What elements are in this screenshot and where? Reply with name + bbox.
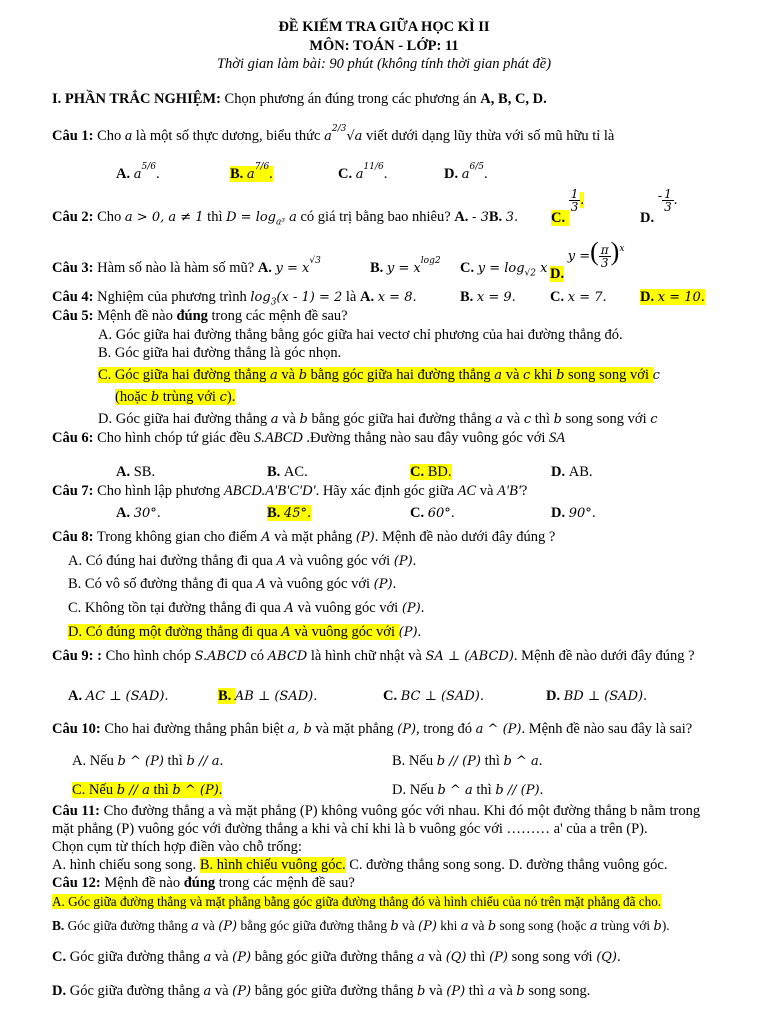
exam-title: ĐỀ KIẾM TRA GIỮA HỌC KÌ II <box>278 19 490 35</box>
q1-text-b: là một số thực dương, biểu thức <box>132 128 325 144</box>
q1-option-b[interactable]: B. $a^{7/6}$. <box>230 162 273 182</box>
question-label: Câu 11: <box>52 803 100 819</box>
q3-option-a[interactable]: A. <box>257 260 276 276</box>
q3-option-b[interactable]: B. $y = x^{log2}$ <box>370 256 441 276</box>
section-heading <box>52 90 547 108</box>
q11-text-2: mặt phẳng (P) vuông góc với đường thẳng a khi và chỉ khi là b vuông góc với ……… a' của a trên (P). <box>52 821 648 837</box>
question-label: Câu 9: : <box>52 648 102 664</box>
q4-expr: $\log_3(x - 1) = 2$ <box>250 290 343 308</box>
q3-option-c[interactable]: C. $y = \log_{√2} x$ <box>460 260 548 279</box>
q8-option-d[interactable]: D. Có đúng một đường thẳng đi qua A và vuông góc với (P). <box>68 624 422 640</box>
question-10: Câu 10: Cho hai đường thẳng phân biệt a, b và mặt phẳng (P), trong đó a ^ (P). Mệnh đề nào sau đây là sai? <box>52 721 693 737</box>
q5-option-d[interactable]: D. Góc giữa hai đường thẳng a và b bằng góc giữa hai đường thẳng a và c thì b song song với c <box>98 411 658 427</box>
question-9: Câu 9: : Cho hình chóp S.ABCD có ABCD là hình chữ nhật và SA ⊥ (ABCD). Mệnh đề nào dưới đây đúng ? <box>52 648 695 664</box>
q11-text-3: Chọn cụm từ thích hợp điền vào chỗ trống: <box>52 839 302 855</box>
question-2: Câu 2: Cho a > 0, a ≠ 1 thì $D = \log_{a^3} a$ có giá trị bằng bao nhiêu? A. - 3B. 3. <box>52 209 519 228</box>
q10-option-a[interactable]: A. Nếu b ^ (P) thì b // a. <box>72 753 224 769</box>
q1-expr: $a^{2/3}√a$ <box>324 124 363 144</box>
q2-option-c[interactable]: C. $\frac{1}{3}$ . <box>551 187 584 226</box>
q1-option-a-exp: 5/6 <box>141 162 156 172</box>
q4-option-b[interactable]: B. x = 9. <box>460 289 516 305</box>
question-label: Câu 6: <box>52 430 94 446</box>
q4-option-c[interactable]: C. x = 7. <box>550 289 607 305</box>
question-label: Câu 7: <box>52 483 94 499</box>
q9-option-c[interactable]: C. BC ⊥ (SAD). <box>383 688 484 704</box>
q7-option-a[interactable]: A. 30°. <box>116 505 161 521</box>
q6-option-c[interactable]: C. BD. <box>410 464 452 480</box>
q6-option-a[interactable]: A. SB. <box>116 464 156 480</box>
q6-option-b[interactable]: B. AC. <box>267 464 308 480</box>
q5-option-c-cont: (hoặc b trùng với c). <box>115 389 236 405</box>
question-8: Câu 8: Trong không gian cho điểm A và mặt phẳng (P). Mệnh đề nào dưới đây đúng ? <box>52 529 556 545</box>
q5-option-c[interactable]: C. Góc giữa hai đường thẳng a và b bằng góc giữa hai đường thẳng a và c khi b song song với c <box>98 367 660 383</box>
question-5: Câu 5: Mệnh đề nào đúng trong các mệnh đề sau? <box>52 308 348 324</box>
q1-text-c: viết dưới dạng lũy thừa với số mũ hữu tỉ là <box>362 128 615 144</box>
q1-option-a[interactable]: A. $a^{5/6}$. <box>116 162 160 182</box>
q10-option-d[interactable]: D. Nếu b ^ a thì b // (P). <box>392 782 544 798</box>
question-label: Câu 8: <box>52 529 94 545</box>
q1-option-c[interactable]: C. $a^{11/6}$. <box>338 162 388 182</box>
q8-option-a[interactable]: A. Có đúng hai đường thẳng đi qua A và vuông góc với (P). <box>68 553 417 569</box>
q1-option-c-exp: 11/6 <box>363 162 384 172</box>
q7-option-c[interactable]: C. 60°. <box>410 505 455 521</box>
q1-text-a: Cho <box>97 128 125 144</box>
q7-option-b[interactable]: B. 45°. <box>267 505 312 521</box>
q8-option-b[interactable]: B. Có vô số đường thẳng đi qua A và vuông góc với (P). <box>68 576 397 592</box>
question-3: Câu 3: Hàm số nào là hàm số mũ? A. $y = x^{√3}$ <box>52 256 321 276</box>
question-7: Câu 7: Cho hình lập phương ABCD.A'B'C'D'. Hãy xác định góc giữa AC và A'B'? <box>52 483 528 499</box>
q11-option-d[interactable]: D. đường thẳng vuông góc. <box>508 857 668 873</box>
question-6: Câu 6: Cho hình chóp tứ giác đều S.ABCD .Đường thẳng nào sau đây vuông góc với SA <box>52 430 566 446</box>
section-instruction: Chọn phương án đúng trong các phương án <box>224 91 481 107</box>
q4-option-d[interactable]: D. x = 10. <box>640 289 705 305</box>
question-1 <box>52 124 615 147</box>
question-label: Câu 4: <box>52 289 94 305</box>
q10-option-c[interactable]: C. Nếu b // a thì b ^ (P). <box>72 782 223 798</box>
q5-option-b[interactable]: B. Góc giữa hai đường thẳng là góc nhọn. <box>98 345 342 361</box>
q2-option-d[interactable]: D. - $\frac{1}{3}$ . <box>640 187 678 226</box>
question-12: Câu 12: Mệnh đề nào đúng trong các mệnh đề sau? <box>52 875 355 891</box>
exam-subject: MÔN: TOÁN - LỚP: 11 <box>309 38 459 54</box>
q4-option-a[interactable]: A. <box>359 289 378 305</box>
q2-option-b[interactable]: B. <box>488 209 506 225</box>
q8-option-c[interactable]: C. Không tồn tại đường thẳng đi qua A và vuông góc với (P). <box>68 600 425 616</box>
question-4: Câu 4: Nghiệm của phương trình $\log_3(x - 1) = 2$ là A. x = 8. <box>52 289 417 308</box>
question-label: Câu 1: <box>52 128 94 144</box>
q2-expr: $D = \log_{a^3} a$ <box>226 210 297 228</box>
q9-option-b[interactable]: B. AB ⊥ (SAD). <box>218 688 318 704</box>
q1-var: a <box>124 128 133 144</box>
question-label: Câu 3: <box>52 260 94 276</box>
q1-option-d-exp: 6/5 <box>469 162 484 172</box>
question-label: Câu 10: <box>52 721 101 737</box>
q11-option-a[interactable]: A. hình chiếu song song. <box>52 857 197 873</box>
question-label: Câu 2: <box>52 209 94 225</box>
q2-option-a[interactable]: A. <box>454 209 473 225</box>
q2-cond: a > 0, a ≠ 1 <box>124 210 204 225</box>
question-label: Câu 12: <box>52 875 101 891</box>
section-options: A, B, C, D. <box>480 91 547 107</box>
q12-option-c[interactable]: C. Góc giữa đường thẳng a và (P) bằng góc giữa đường thẳng a và (Q) thì (P) song song với (Q). <box>52 949 621 965</box>
q1-option-d[interactable]: D. $a^{6/5}$. <box>444 162 488 182</box>
question-11: Câu 11: Cho đường thẳng a và mặt phẳng (P) không vuông góc với nhau. Khi đó một đường thẳng b nằm trong <box>52 803 701 819</box>
q11-options <box>52 856 667 874</box>
q9-option-a[interactable]: A. AC ⊥ (SAD). <box>68 688 169 704</box>
q12-option-a[interactable]: A. Góc giữa đường thẳng và mặt phẳng bằng góc giữa đường thẳng đó và hình chiếu của nó trên mặt phẳng đã cho. <box>52 894 662 909</box>
q7-option-d[interactable]: D. 90°. <box>551 505 596 521</box>
q12-option-d[interactable]: D. Góc giữa đường thẳng a và (P) bằng góc giữa đường thẳng b và (P) thì a và b song song. <box>52 983 591 999</box>
question-label: Câu 5: <box>52 308 94 324</box>
q5-option-a[interactable]: A. Góc giữa hai đường thẳng bằng góc giữa hai vectơ chỉ phương của hai đường thẳng đó. <box>98 327 623 343</box>
q9-option-d[interactable]: D. BD ⊥ (SAD). <box>546 688 648 704</box>
q12-option-b[interactable]: B. Góc giữa đường thẳng a và (P) bằng góc giữa đường thẳng b và (P) khi a và b song song (hoặc a trùng với b). <box>52 918 670 934</box>
q6-option-d[interactable]: D. AB. <box>551 464 593 480</box>
q11-option-c[interactable]: C. đường thẳng song song. <box>349 857 505 873</box>
q3-option-d[interactable]: D. y =( $\frac{\pi}{3}$ )$^x$ <box>550 236 625 282</box>
section-title: I. PHẦN TRẮC NGHIỆM: <box>52 91 221 107</box>
q11-option-b[interactable]: B. hình chiếu vuông góc. <box>199 857 346 873</box>
q1-option-b-exp: 7/6 <box>254 162 270 172</box>
q10-option-b[interactable]: B. Nếu b // (P) thì b ^ a. <box>392 753 543 769</box>
exam-time: Thời gian làm bài: 90 phút (không tính thời gian phát đề) <box>216 56 552 72</box>
